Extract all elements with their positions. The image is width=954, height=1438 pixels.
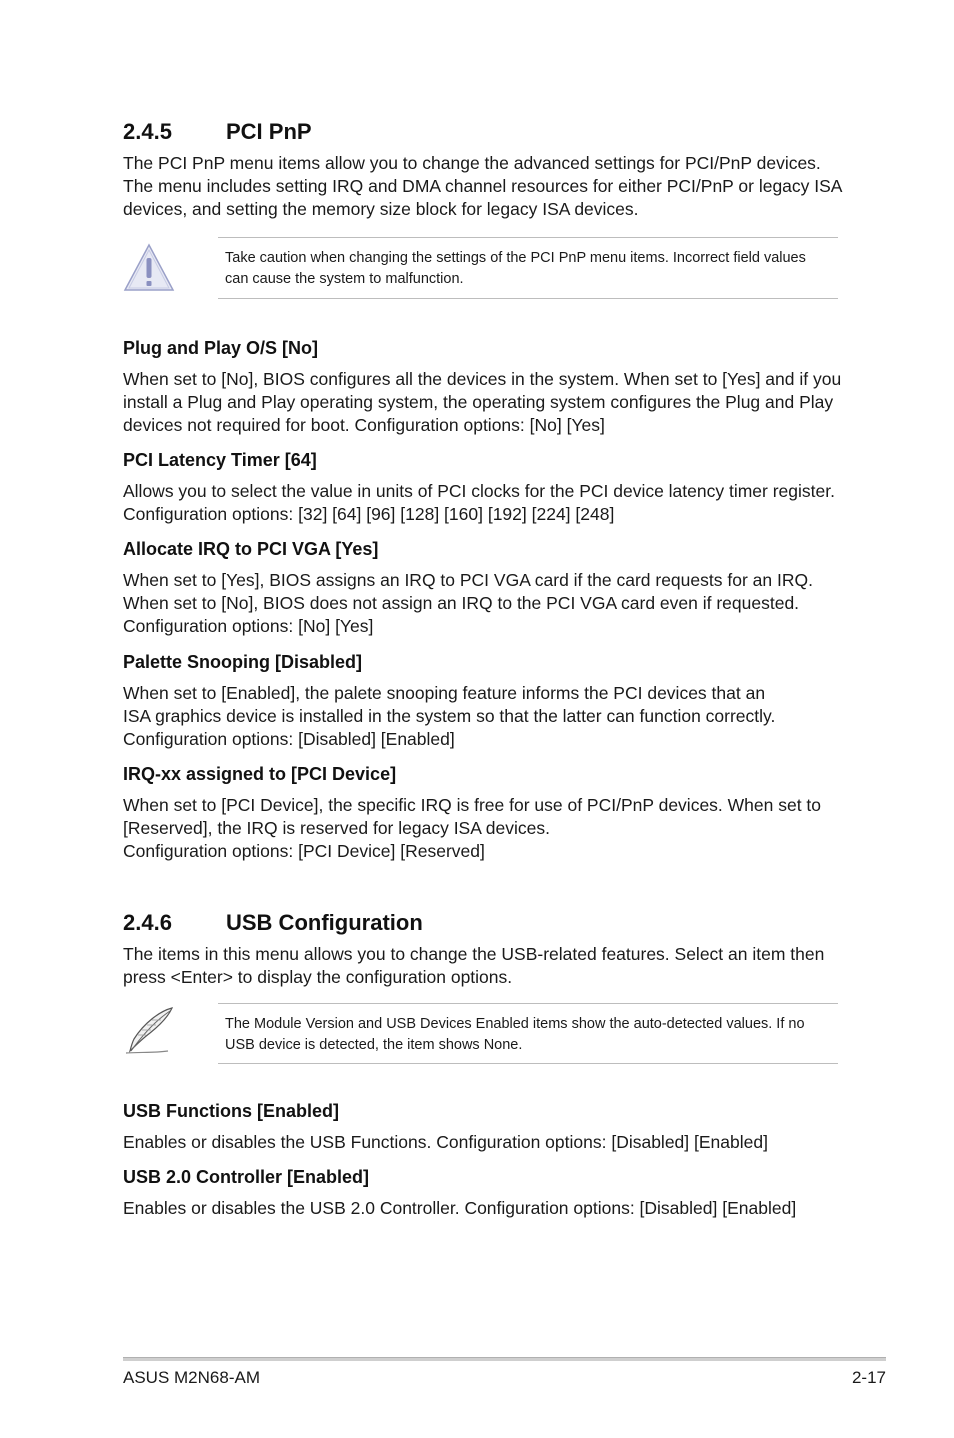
- caution-line: can cause the system to malfunction.: [225, 271, 464, 287]
- caution-top-rule: [218, 237, 838, 238]
- description-line: Enables or disables the USB 2.0 Controller. Configuration options: [Disabled] [Enabled]: [123, 1198, 797, 1218]
- description-line: When set to [Enabled], the palete snooping feature informs the PCI devices that an: [123, 683, 766, 703]
- description-line: Configuration options: [No] [Yes]: [123, 616, 374, 636]
- note-line: USB device is detected, the item shows None.: [225, 1037, 523, 1053]
- section-number: 2.4.5: [123, 119, 172, 144]
- caution-bottom-rule: [218, 298, 838, 299]
- description-line: Configuration options: [PCI Device] [Reserved]: [123, 841, 485, 861]
- quill-note-icon: [122, 1005, 178, 1057]
- section-number: 2.4.6: [123, 910, 172, 935]
- footer-product-name: ASUS M2N68-AM: [123, 1368, 260, 1387]
- description-line: When set to [No], BIOS does not assign an IRQ to the PCI VGA card even if requested.: [123, 593, 800, 613]
- description-line: Allows you to select the value in units of PCI clocks for the PCI device latency timer register.: [123, 481, 835, 501]
- note-text: [225, 1014, 837, 1056]
- item-heading-irq-assigned: IRQ-xx assigned to [PCI Device]: [123, 764, 397, 784]
- description-line: When set to [Yes], BIOS assigns an IRQ to PCI VGA card if the card requests for an IRQ.: [123, 570, 813, 590]
- item-description: [123, 682, 843, 751]
- item-heading-plug-and-play: Plug and Play O/S [No]: [123, 338, 319, 358]
- item-description: [123, 569, 843, 638]
- section-intro: [123, 943, 843, 989]
- section-title: USB Configuration: [226, 910, 423, 935]
- caution-line: Take caution when changing the settings of the PCI PnP menu items. Incorrect field values: [225, 250, 806, 266]
- caution-text: [225, 248, 837, 290]
- intro-line: The PCI PnP menu items allow you to change the advanced settings for PCI/PnP devices.: [123, 153, 821, 173]
- item-description: [123, 794, 843, 863]
- item-heading-allocate-irq: Allocate IRQ to PCI VGA [Yes]: [123, 539, 379, 559]
- description-line: ISA graphics device is installed in the system so that the latter can function correctly.: [123, 706, 776, 726]
- intro-line: The items in this menu allows you to change the USB-related features. Select an item then: [123, 944, 825, 964]
- description-line: devices not required for boot. Configuration options: [No] [Yes]: [123, 415, 605, 435]
- item-heading-palette-snooping: Palette Snooping [Disabled]: [123, 652, 363, 672]
- footer-rule: [123, 1357, 886, 1361]
- intro-line: The menu includes setting IRQ and DMA channel resources for either PCI/PnP or legacy ISA: [123, 176, 843, 196]
- item-description: [123, 1131, 843, 1154]
- intro-line: press <Enter> to display the configuration options.: [123, 967, 513, 987]
- description-line: When set to [PCI Device], the specific IRQ is free for use of PCI/PnP devices. When set to: [123, 795, 822, 815]
- note-line: The Module Version and USB Devices Enabled items show the auto-detected values. If no: [225, 1016, 805, 1032]
- description-line: When set to [No], BIOS configures all the devices in the system. When set to [Yes] and if you: [123, 369, 842, 389]
- item-description: [123, 368, 843, 437]
- note-top-rule: [218, 1003, 838, 1004]
- section-heading-2-4-5: [123, 119, 312, 145]
- warning-triangle-icon: [122, 240, 176, 294]
- item-heading-usb-functions: USB Functions [Enabled]: [123, 1101, 339, 1121]
- description-line: Configuration options: [Disabled] [Enabled]: [123, 729, 455, 749]
- description-line: Configuration options: [32] [64] [96] [128] [160] [192] [224] [248]: [123, 504, 615, 524]
- section-heading-2-4-6: [123, 910, 423, 936]
- item-heading-pci-latency-timer: PCI Latency Timer [64]: [123, 450, 317, 470]
- section-intro: [123, 152, 843, 221]
- item-description: [123, 1197, 843, 1220]
- intro-line: devices, and setting the memory size block for legacy ISA devices.: [123, 199, 639, 219]
- description-line: [Reserved], the IRQ is reserved for legacy ISA devices.: [123, 818, 550, 838]
- note-bottom-rule: [218, 1063, 838, 1064]
- footer-page-number: 2-17: [851, 1368, 886, 1387]
- section-title: PCI PnP: [226, 119, 312, 144]
- item-heading-usb-2-controller: USB 2.0 Controller [Enabled]: [123, 1167, 370, 1187]
- item-description: [123, 480, 843, 526]
- description-line: install a Plug and Play operating system, the operating system configures the Plug and Play: [123, 392, 834, 412]
- description-line: Enables or disables the USB Functions. Configuration options: [Disabled] [Enabled]: [123, 1132, 768, 1152]
